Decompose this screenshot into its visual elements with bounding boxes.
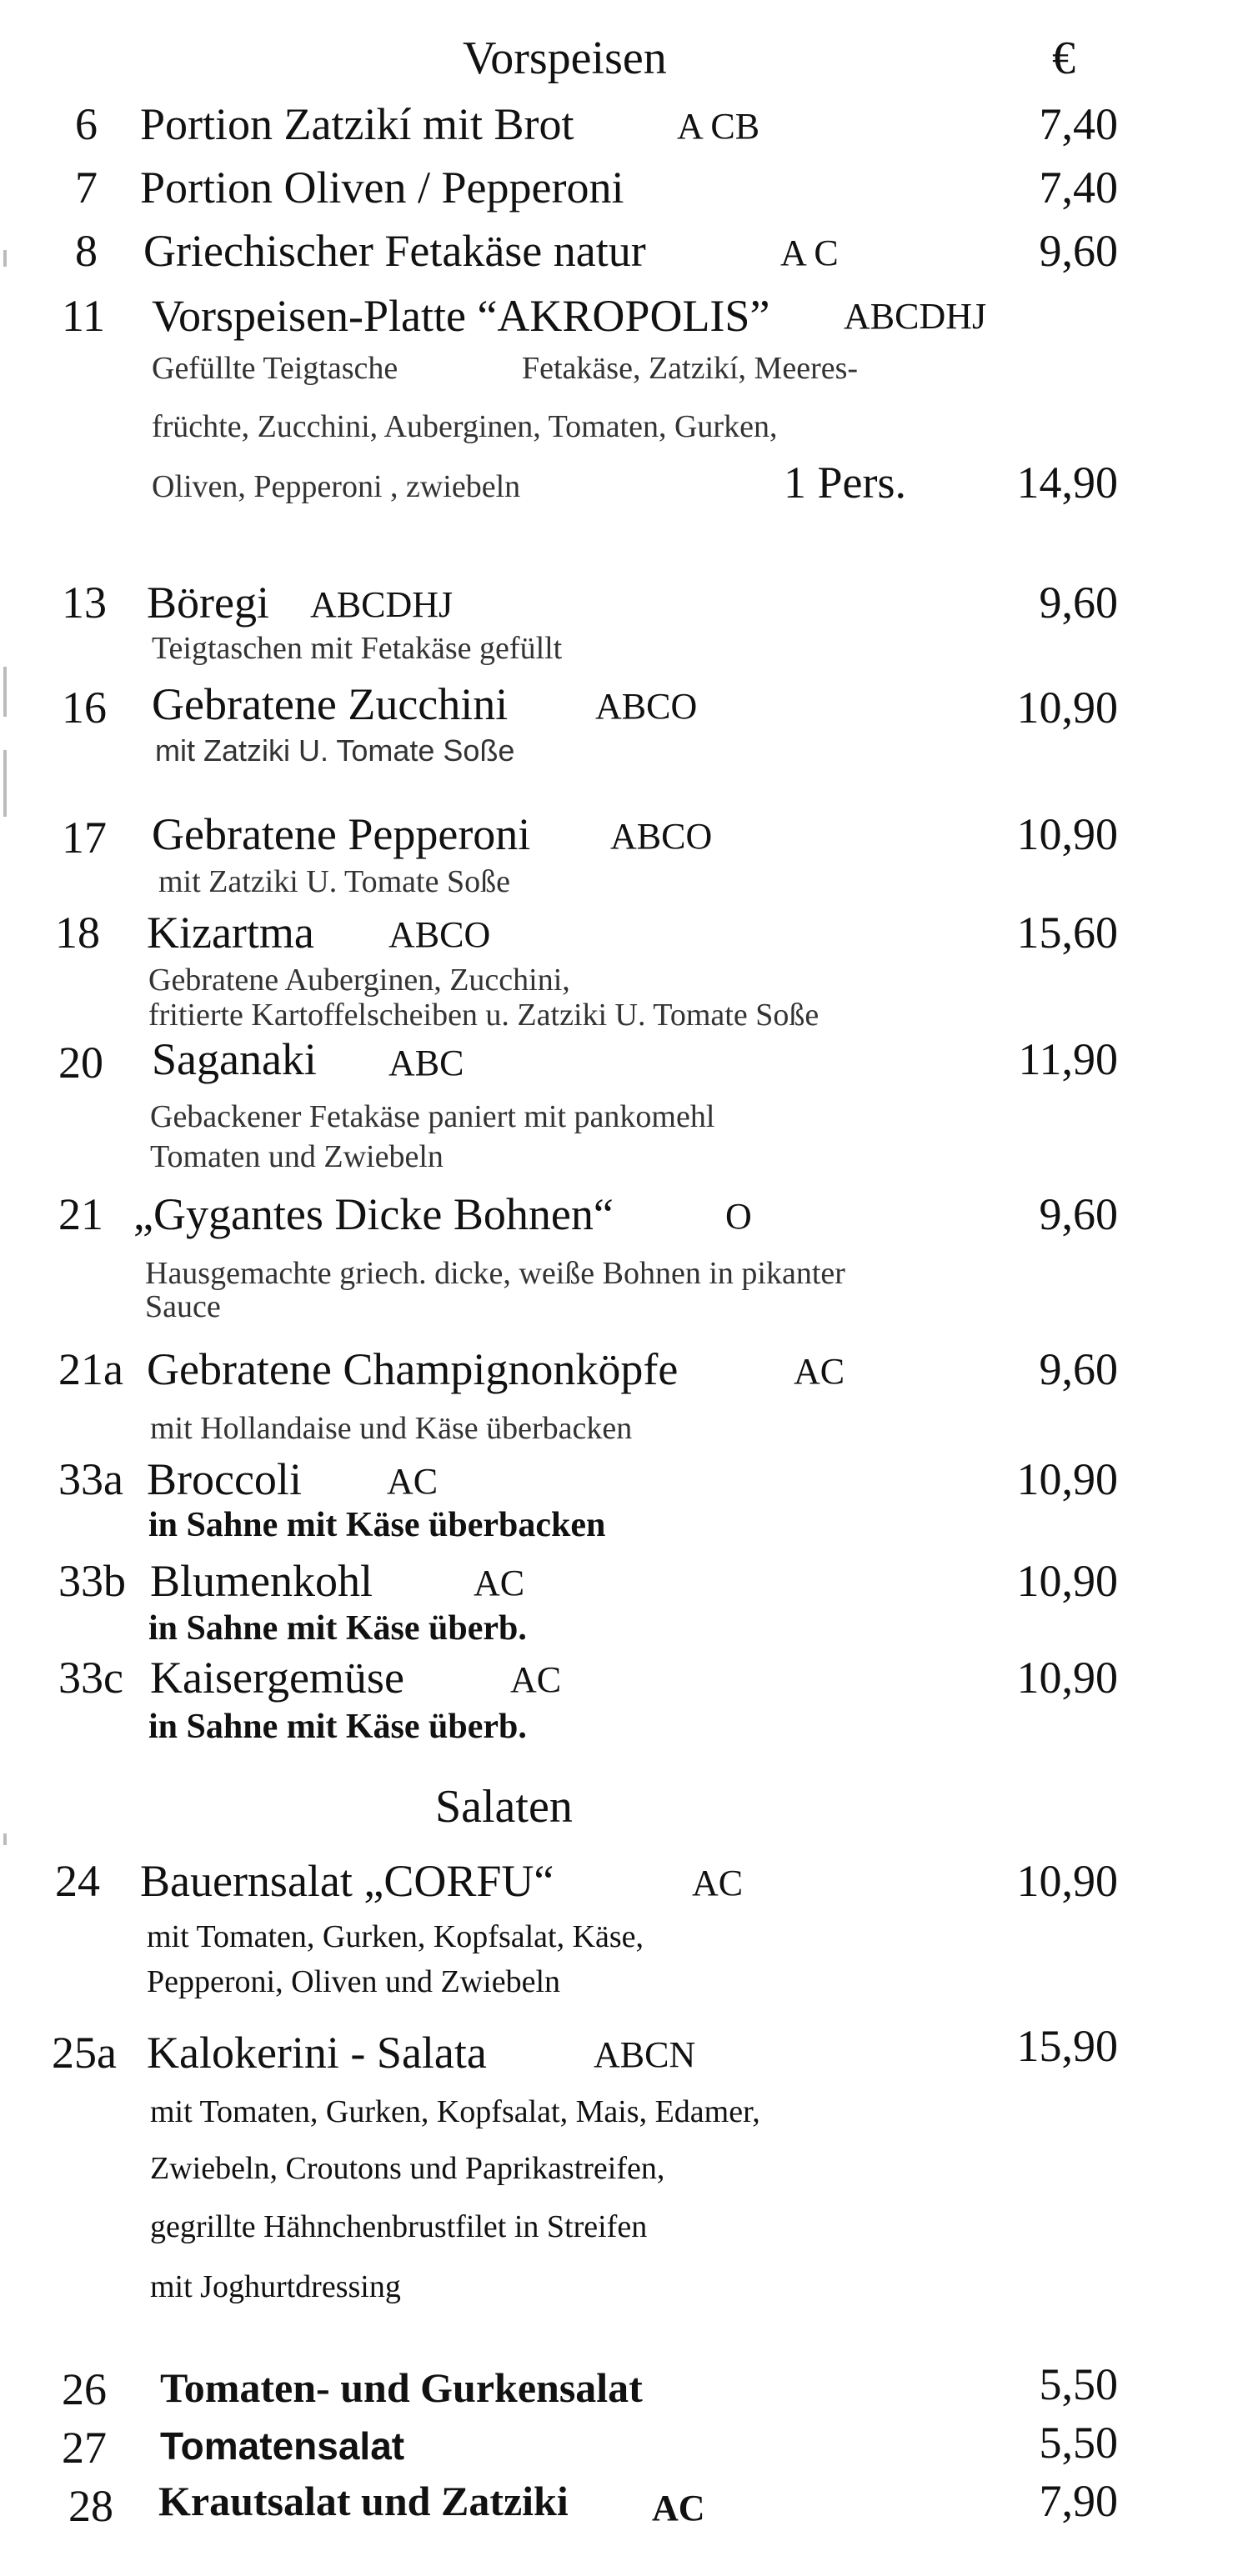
allergen-codes: AC: [794, 1351, 845, 1392]
item-price: 10,90: [1016, 809, 1118, 859]
item-description: Zwiebeln, Croutons und Paprikastreifen,: [150, 2151, 665, 2186]
section-title-salaten: Salaten: [435, 1781, 573, 1833]
item-number: 26: [62, 2364, 107, 2414]
item-number: 11: [62, 291, 105, 341]
item-price: 14,90: [1016, 458, 1118, 508]
item-name: „Gygantes Dicke Bohnen“: [133, 1189, 614, 1239]
item-name: Vorspeisen-Platte “AKROPOLIS”: [152, 291, 770, 341]
allergen-codes: ABCO: [595, 686, 698, 727]
item-description: in Sahne mit Käse überb.: [148, 1708, 527, 1746]
item-number: 18: [55, 908, 100, 958]
item-price: 10,90: [1016, 683, 1118, 733]
allergen-codes: AC: [387, 1461, 439, 1502]
item-number: 27: [62, 2423, 107, 2473]
item-number: 33a: [58, 1454, 123, 1504]
item-price: 9,60: [1039, 1189, 1118, 1239]
allergen-codes: AC: [652, 2488, 705, 2528]
item-description: Fetakäse, Zatzikí, Meeres-: [522, 351, 859, 386]
item-description: Hausgemachte griech. dicke, weiße Bohnen in pikanter: [145, 1256, 845, 1291]
currency-symbol: €: [1052, 33, 1075, 84]
item-description: früchte, Zucchini, Auberginen, Tomaten, Gurken,: [152, 409, 778, 444]
item-description: mit Zatziki U. Tomate Soße: [155, 733, 515, 768]
item-description: Pepperoni, Oliven und Zwiebeln: [147, 1964, 561, 1999]
item-name: Kizartma: [147, 908, 314, 958]
item-price: 11,90: [1018, 1034, 1118, 1084]
scan-mark: [3, 1833, 7, 1845]
item-price: 10,90: [1016, 1454, 1118, 1504]
item-price: 5,50: [1039, 2418, 1118, 2468]
item-name: Portion Zatzikí mit Brot: [140, 99, 574, 149]
item-description: mit Hollandaise und Käse überbacken: [150, 1411, 633, 1446]
allergen-codes: O: [725, 1196, 752, 1237]
allergen-codes: ABCO: [388, 914, 491, 955]
item-description: Teigtaschen mit Fetakäse gefüllt: [152, 631, 563, 666]
item-number: 24: [55, 1856, 100, 1906]
scan-mark: [3, 250, 7, 267]
item-description: gegrillte Hähnchenbrustfilet in Streifen: [150, 2209, 648, 2244]
item-description: Gefüllte Teigtasche: [152, 351, 398, 386]
item-price: 15,60: [1016, 908, 1118, 958]
item-price: 7,90: [1039, 2476, 1118, 2526]
item-price: 5,50: [1039, 2359, 1118, 2409]
item-name: Tomatensalat: [160, 2424, 405, 2468]
allergen-codes: AC: [474, 1563, 525, 1603]
allergen-codes: AC: [692, 1863, 744, 1903]
portion-size: 1 Pers.: [784, 458, 906, 508]
item-description: mit Tomaten, Gurken, Kopfsalat, Käse,: [147, 1919, 644, 1954]
item-price: 9,60: [1039, 1344, 1118, 1394]
item-name: Tomaten- und Gurkensalat: [160, 2364, 643, 2411]
item-number: 33c: [58, 1653, 123, 1703]
allergen-codes: ABCDHJ: [844, 296, 987, 337]
item-number: 16: [62, 683, 107, 733]
item-price: 9,60: [1039, 226, 1118, 276]
item-description: in Sahne mit Käse überb.: [148, 1609, 527, 1648]
item-number: 13: [62, 578, 107, 628]
item-description: Oliven, Pepperoni , zwiebeln: [152, 469, 521, 504]
item-name: Blumenkohl: [150, 1556, 373, 1606]
item-price: 7,40: [1039, 163, 1118, 213]
item-description: mit Joghurtdressing: [150, 2269, 401, 2304]
item-description: Gebackener Fetakäse paniert mit pankomehl: [150, 1099, 715, 1134]
item-name: Gebratene Pepperoni: [152, 809, 531, 859]
item-description: mit Tomaten, Gurken, Kopfsalat, Mais, Edamer,: [150, 2094, 760, 2129]
allergen-codes: ABCN: [594, 2034, 696, 2075]
item-number: 17: [62, 813, 107, 863]
item-number: 33b: [58, 1556, 126, 1606]
item-description: Gebratene Auberginen, Zucchini,: [148, 963, 570, 998]
item-number: 28: [68, 2481, 113, 2531]
item-name: Kaisergemüse: [150, 1653, 404, 1703]
item-price: 15,90: [1016, 2021, 1118, 2071]
item-number: 21a: [58, 1344, 123, 1394]
section-title-vorspeisen: Vorspeisen: [463, 33, 667, 84]
item-name: Bauernsalat „CORFU“: [140, 1856, 554, 1906]
allergen-codes: ABC: [388, 1043, 464, 1083]
allergen-codes: ABCDHJ: [310, 584, 454, 625]
item-number: 8: [75, 226, 98, 276]
item-name: Krautsalat und Zatziki: [158, 2478, 569, 2524]
item-name: Böregi: [147, 578, 269, 628]
item-number: 20: [58, 1038, 103, 1088]
item-name: Broccoli: [147, 1454, 302, 1504]
item-number: 6: [75, 99, 98, 149]
item-description: mit Zatziki U. Tomate Soße: [158, 864, 510, 899]
item-name: Saganaki: [152, 1034, 317, 1084]
item-description: Tomaten und Zwiebeln: [150, 1139, 444, 1174]
allergen-codes: ABCO: [610, 816, 713, 857]
item-number: 25a: [52, 2028, 117, 2078]
item-price: 10,90: [1016, 1556, 1118, 1606]
allergen-codes: A C: [780, 233, 839, 273]
allergen-codes: AC: [510, 1659, 562, 1700]
item-name: Griechischer Fetakäse natur: [143, 226, 646, 276]
item-name: Kalokerini - Salata: [147, 2028, 487, 2078]
allergen-codes: A CB: [677, 106, 760, 147]
item-description: in Sahne mit Käse überbacken: [148, 1506, 606, 1544]
item-price: 9,60: [1039, 578, 1118, 628]
item-name: Portion Oliven / Pepperoni: [140, 163, 624, 213]
item-number: 7: [75, 163, 98, 213]
item-number: 21: [58, 1189, 103, 1239]
scan-mark: [3, 750, 7, 817]
item-price: 7,40: [1039, 99, 1118, 149]
item-name: Gebratene Champignonköpfe: [147, 1344, 679, 1394]
item-description: Sauce: [145, 1289, 221, 1324]
item-price: 10,90: [1016, 1653, 1118, 1703]
item-price: 10,90: [1016, 1856, 1118, 1906]
item-description: fritierte Kartoffelscheiben u. Zatziki U. Tomate Soße: [148, 998, 819, 1033]
item-name: Gebratene Zucchini: [152, 679, 509, 729]
scan-mark: [3, 667, 7, 717]
